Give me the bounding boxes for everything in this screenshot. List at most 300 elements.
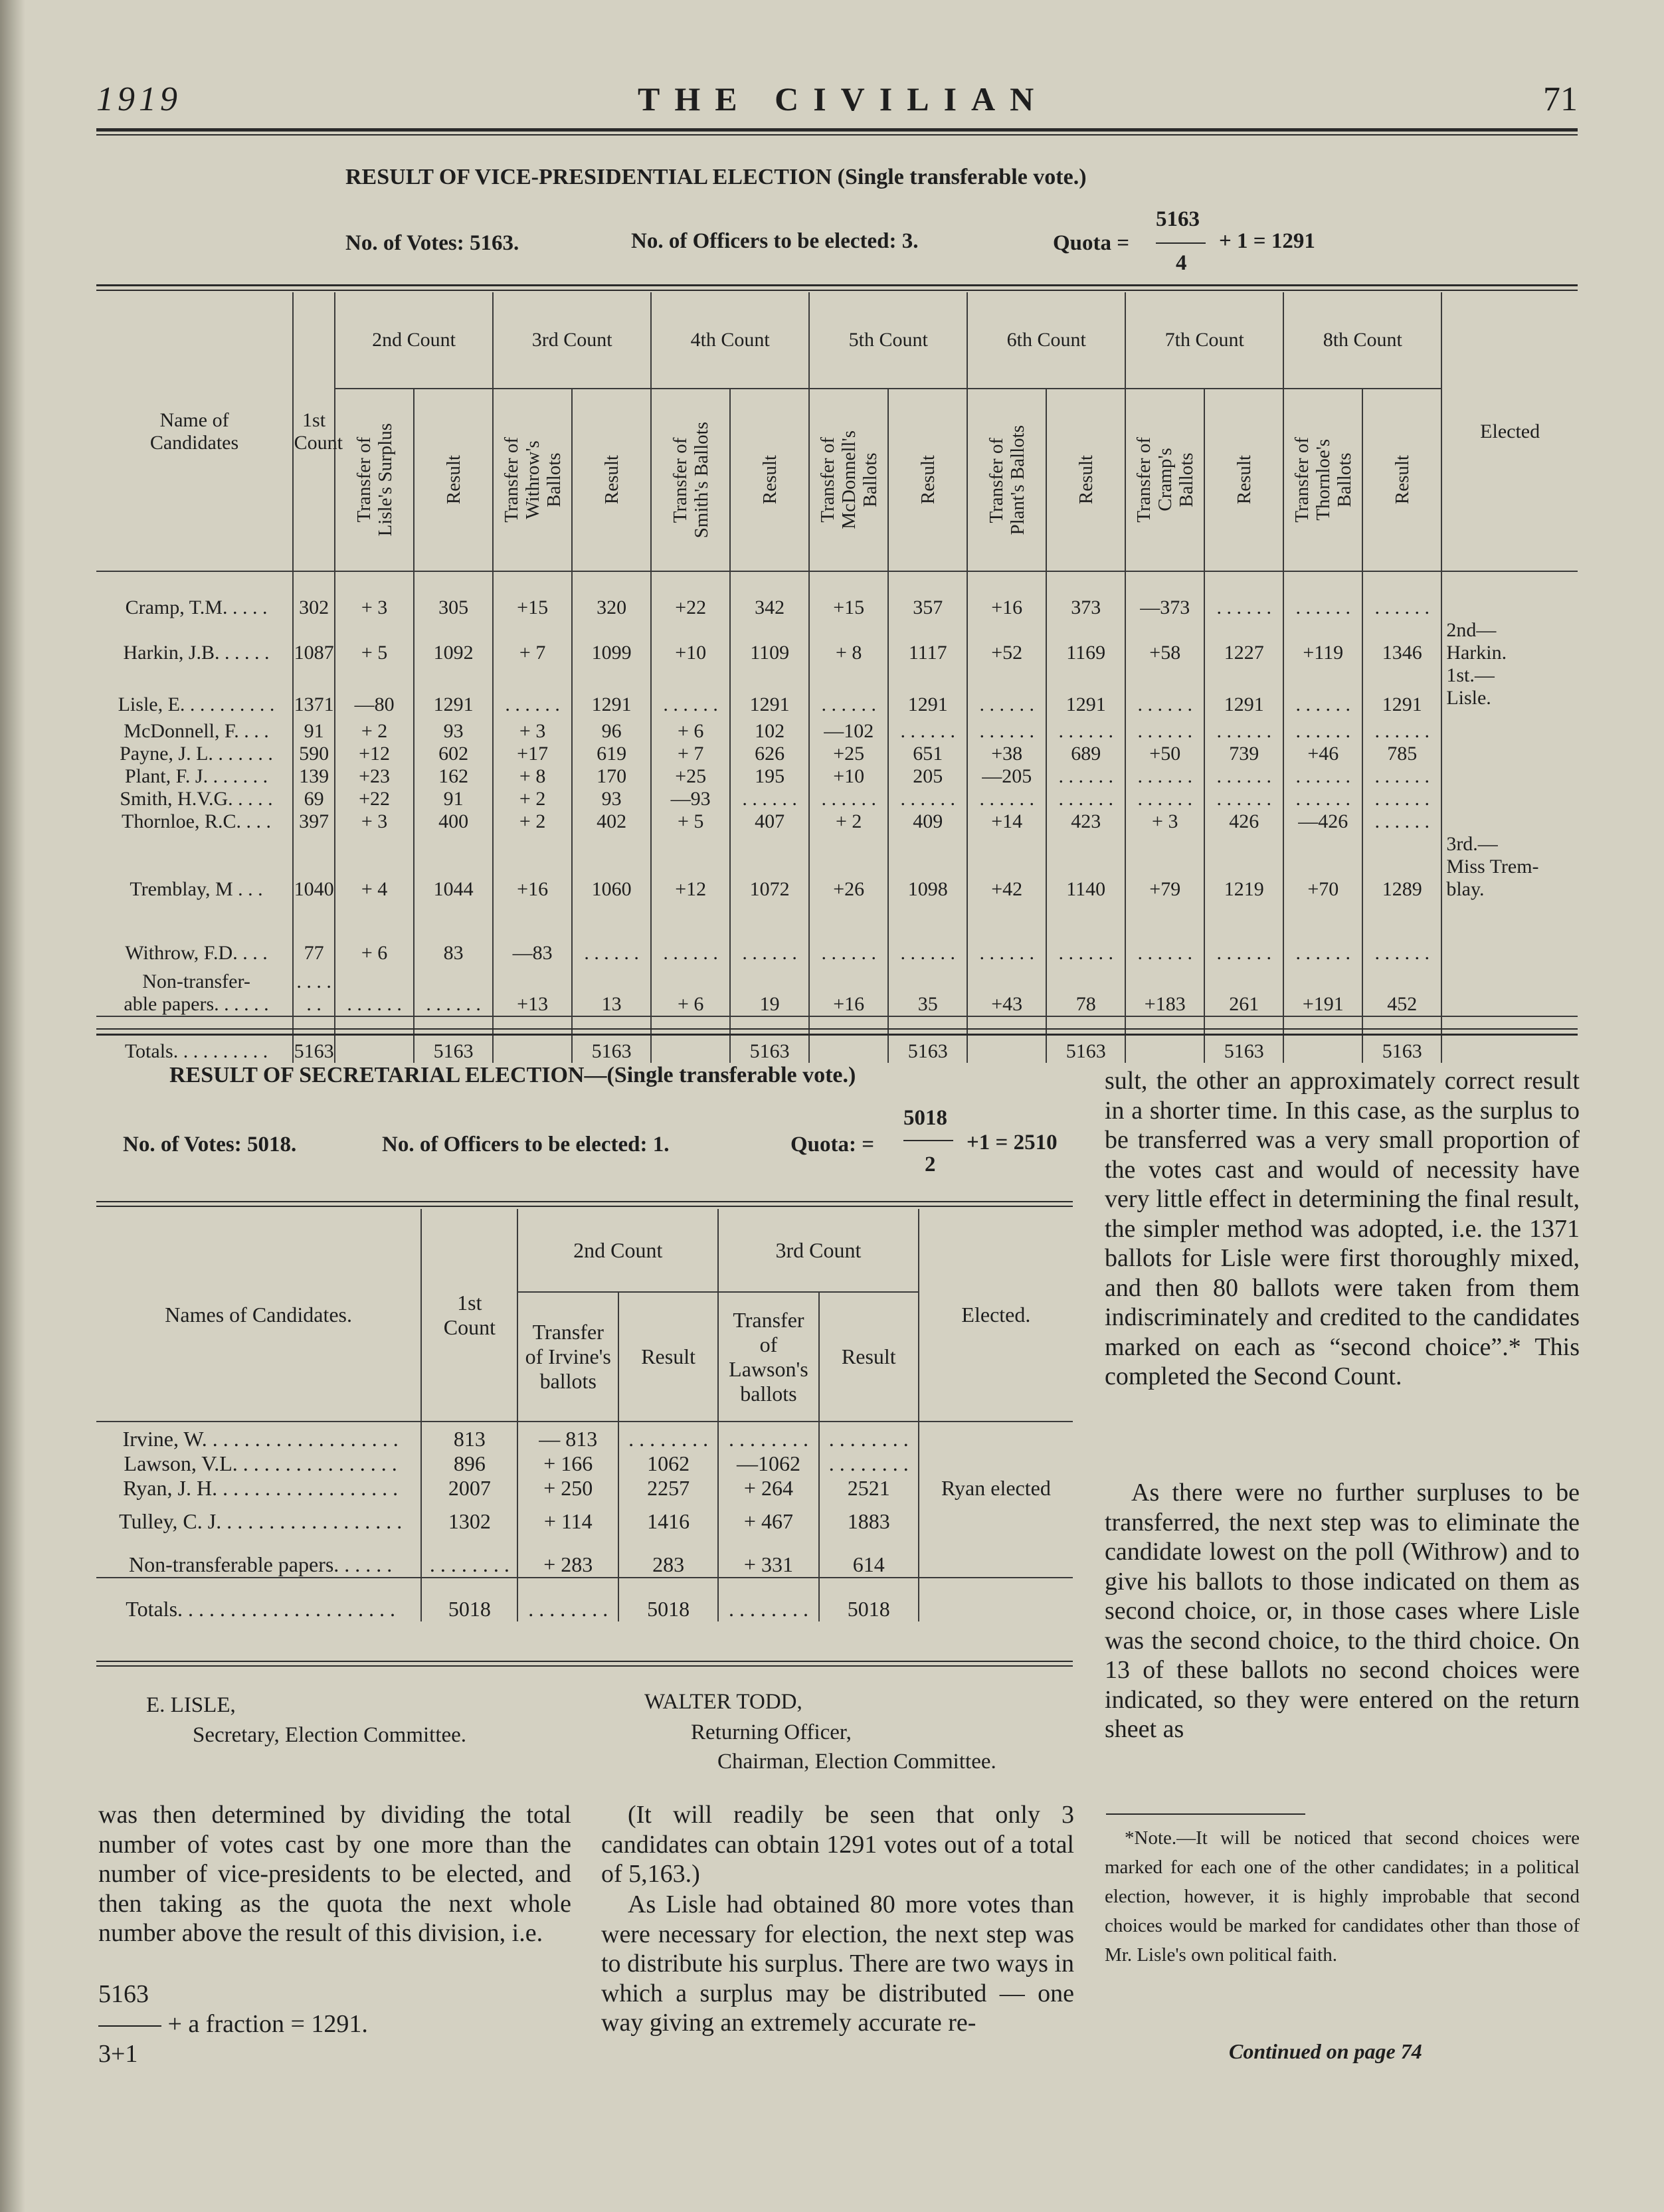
vp-cell: . . . . . . [572,901,651,965]
vp-candidate-name: Withrow, F.D. . . . [96,901,293,965]
vp-cell: +183 [1125,965,1204,1016]
vp-cell: + 2 [493,788,572,810]
vp-cell [967,1016,1046,1063]
vp-table-row [96,1016,1578,1063]
sec-cell: — 813 [517,1422,618,1451]
vp-cell: + 3 [335,810,414,833]
vp-cell: 1099 [572,619,651,664]
body-column-2-para-1: (It will readily be seen that only 3 candidates can obtain 1291 votes out of a total of 5,163.) [601,1801,1074,1888]
sec-table-row [96,1534,1073,1578]
vp-cell: +22 [335,788,414,810]
vp-cell: 1291 [888,664,967,716]
vp-quota-numerator: 5163 [1156,207,1200,231]
sec-quota-bar [903,1140,953,1141]
vp-cell: . . . . . . [809,788,888,810]
vp-cell: +191 [1283,965,1362,1016]
sec-elected-note [919,1534,1073,1578]
vp-head-elected: Elected [1480,420,1540,442]
body-column-2-para-2: As Lisle had obtained 80 more votes than were necessary for election, the next step was to distribute his surplus. There are two ways in which a surplus may be distributed — one way giving an extremely accurate re- [601,1890,1074,2037]
vp-cell: . . . . . . [888,788,967,810]
sec-cell: . . . . . . . . [421,1534,517,1578]
sec-cell: . . . . . . . . [517,1578,618,1621]
vp-cell: . . . . . . [730,901,809,965]
vp-votes: No. of Votes: 5163. [345,231,519,255]
sec-candidate-name: Irvine, W. . . . . . . . . . . . . . . . . . . [96,1422,421,1451]
sec-head-first-count: 1st Count [421,1209,517,1422]
vp-cell: + 5 [335,619,414,664]
footnote: *Note.—It will be noticed that second choices were marked for each one of the other candidates; in a political election, however, it is highly improbable that second choices would be marked for candidates other than those of Mr. Lisle's own political faith. [1105,1827,1580,1966]
vp-head-transfer: Transfer of Plant's Ballots [967,389,1046,571]
sec-head-transfer-lawson: Transfer of Lawson's ballots [718,1292,819,1422]
sec-head-transfer-irvine: Transfer of Irvine's ballots [517,1292,618,1422]
sec-head-result: Result [618,1292,718,1422]
vp-cell: 1092 [414,619,493,664]
vp-cell: . . . . . . [967,716,1046,743]
vp-cell: . . . . . . [1125,765,1204,788]
vp-cell: 423 [1046,810,1125,833]
sec-cell: . . . . . . . . [718,1578,819,1621]
sig-left-name: E. LISLE, [146,1693,236,1717]
vp-cell: +79 [1125,833,1204,901]
footnote-rule [1106,1813,1305,1815]
vp-cell: 1291 [414,664,493,716]
sec-quota-denominator: 2 [925,1152,936,1176]
vp-cell: +10 [809,765,888,788]
vp-cell: 1040 [293,833,335,901]
vp-cell: 689 [1046,743,1125,765]
vp-cell: 357 [888,571,967,619]
vp-table-row [96,810,1578,833]
vp-cell: —93 [651,788,730,810]
vp-table-top-rule [96,284,1578,286]
vp-head-result: Result [414,389,493,571]
vp-head-transfer: Transfer of Thornloe's Ballots [1283,389,1362,571]
vp-cell: 91 [414,788,493,810]
vp-cell: . . . . . . [1283,901,1362,965]
sec-quota-tail: +1 = 2510 [967,1131,1058,1154]
vp-elected-note: 1st.— Lisle. [1446,664,1495,709]
vp-table-row [96,833,1578,901]
vp-cell: 1289 [1362,833,1441,901]
vp-cell: . . . . . . [1125,788,1204,810]
vp-table-row [96,716,1578,743]
sec-candidate-name: Tulley, C. J. . . . . . . . . . . . . . . . . . [96,1501,421,1534]
vp-table-top-rule-thin [96,290,1578,291]
sec-head-result: Result [819,1292,919,1422]
vp-cell: . . . . . . [1046,765,1125,788]
sec-candidate-name: Totals. . . . . . . . . . . . . . . . . . . . . [96,1578,421,1621]
vp-cell: 170 [572,765,651,788]
sec-cell: 5018 [618,1578,718,1621]
sec-votes: No. of Votes: 5018. [123,1133,297,1156]
vp-head-transfer: Transfer of Smith's Ballots [651,389,730,571]
vp-cell: 5163 [1204,1016,1283,1063]
vp-candidate-name: Cramp, T.M. . . . . [96,571,293,619]
vp-cell: 69 [293,788,335,810]
sec-cell: 2257 [618,1476,718,1501]
sec-cell: + 264 [718,1476,819,1501]
vp-cell: 739 [1204,743,1283,765]
sec-quota-numerator: 5018 [903,1106,947,1130]
sec-table-row [96,1422,1073,1451]
vp-cell: +119 [1283,619,1362,664]
vp-cell: . . . . . . [1204,901,1283,965]
vp-elected-note [1441,765,1578,788]
sec-candidate-name: Lawson, V.L. . . . . . . . . . . . . . . . [96,1451,421,1476]
vp-cell: . . . . . . [414,965,493,1016]
vp-cell: . . . . . . [809,664,888,716]
vp-quota-label: Quota = [1053,231,1130,255]
body-column-3-para-1: sult, the other an approximately correct result in a shorter time. In this case, as the surplus to be transferred was a very small proportion of the votes cast and would of necessity have very little effect in determining the final result, the simpler method was adopted, i.e. the 1371 ballots for Lisle were first thoroughly mixed, and then 80 ballots were taken from them indiscriminately and credited to the candidates marked on each as “second choice”.* This completed the Second Count. [1105,1067,1580,1390]
vp-candidate-name: Tremblay, M . . . [96,833,293,901]
sec-cell: + 250 [517,1476,618,1501]
body-col1-fraction-num: 5163 [98,1980,149,2008]
vp-cell: 5163 [293,1016,335,1063]
vp-officers: No. of Officers to be elected: 3. [631,229,919,253]
vp-cell: +14 [967,810,1046,833]
vp-cell: . . . . . . [1046,788,1125,810]
sec-cell: 283 [618,1534,718,1578]
sig-right-name: WALTER TODD, [644,1690,802,1714]
sec-cell: 5018 [819,1578,919,1621]
vp-cell: 102 [730,716,809,743]
sec-cell: 614 [819,1534,919,1578]
vp-cell: 342 [730,571,809,619]
vp-cell: 1109 [730,619,809,664]
vp-head-result: Result [1046,389,1125,571]
vp-cell: . . . . . . [1283,716,1362,743]
sec-officers: No. of Officers to be elected: 1. [382,1133,670,1156]
header-year: 1919 [96,80,181,118]
vp-cell: 305 [414,571,493,619]
vp-elected-note [1441,788,1578,810]
vp-results-table [96,292,1578,1063]
vp-cell: 96 [572,716,651,743]
vp-candidate-name: Plant, F. J. . . . . . . [96,765,293,788]
sec-cell: 813 [421,1422,517,1451]
vp-cell: 77 [293,901,335,965]
vp-cell: +12 [335,743,414,765]
sec-elected-note [919,1422,1073,1451]
vp-cell: . . . . . . [1125,716,1204,743]
sec-cell: 1416 [618,1501,718,1534]
vp-cell: 13 [572,965,651,1016]
vp-cell: 1371 [293,664,335,716]
vp-cell: 409 [888,810,967,833]
vp-cell: +16 [967,571,1046,619]
vp-cell: . . . . . . [1283,788,1362,810]
vp-cell: 139 [293,765,335,788]
sec-candidate-name: Non-transferable papers. . . . . . [96,1534,421,1578]
vp-elected-note: 3rd.— Miss Trem- blay. [1446,833,1539,900]
sec-cell: 896 [421,1451,517,1476]
vp-cell: 1219 [1204,833,1283,901]
vp-head-count: 6th Count [967,292,1125,389]
vp-cell: +16 [809,965,888,1016]
vp-cell [809,1016,888,1063]
vp-cell: —426 [1283,810,1362,833]
sec-results-table [96,1209,1073,1621]
vp-cell: 400 [414,810,493,833]
sec-table-row [96,1501,1073,1534]
vp-table-row [96,664,1578,716]
vp-cell: +12 [651,833,730,901]
vp-cell: . . . . . . [1362,716,1441,743]
vp-elected-note [1441,1016,1578,1063]
vp-head-transfer: Transfer of Cramp's Ballots [1125,389,1204,571]
vp-cell: +15 [493,571,572,619]
sec-cell: . . . . . . . . [618,1422,718,1451]
vp-cell: + 2 [493,810,572,833]
vp-head-result: Result [572,389,651,571]
vp-table-bottom-rule [96,1028,1578,1030]
vp-caption: RESULT OF VICE-PRESIDENTIAL ELECTION (Single transferable vote.) [345,165,1087,189]
vp-cell: +70 [1283,833,1362,901]
vp-cell: —205 [967,765,1046,788]
vp-cell: —80 [335,664,414,716]
vp-table-bottom-rule-thick [96,1034,1578,1036]
vp-elected-note [1441,716,1578,743]
vp-head-count: 2nd Count [335,292,493,389]
vp-cell: . . . . . . [967,664,1046,716]
vp-cell: +25 [651,765,730,788]
vp-cell: —373 [1125,571,1204,619]
vp-cell: 1140 [1046,833,1125,901]
vp-cell: 402 [572,810,651,833]
vp-cell: 1169 [1046,619,1125,664]
vp-head-result: Result [730,389,809,571]
vp-cell: +58 [1125,619,1204,664]
sec-candidate-name: Ryan, J. H. . . . . . . . . . . . . . . . . . [96,1476,421,1501]
vp-cell: +23 [335,765,414,788]
header-rule-thin [96,134,1578,136]
sec-elected-note [919,1578,1073,1621]
vp-cell: . . . . . . [730,788,809,810]
vp-head-count: 3rd Count [493,292,651,389]
header-page-number: 71 [1543,80,1578,118]
vp-cell: + 2 [335,716,414,743]
sec-elected-note [919,1451,1073,1476]
vp-cell: +25 [809,743,888,765]
vp-cell: 1291 [1046,664,1125,716]
vp-cell: 5163 [1046,1016,1125,1063]
vp-cell: 426 [1204,810,1283,833]
vp-cell: . . . . . . [967,901,1046,965]
vp-cell: 5163 [730,1016,809,1063]
vp-cell: + 6 [335,901,414,965]
vp-cell: + 7 [493,619,572,664]
sig-right-title-2: Chairman, Election Committee. [717,1750,996,1774]
sec-table-row [96,1476,1073,1501]
vp-elected-note [1441,743,1578,765]
vp-cell: . . . . . . [1204,571,1283,619]
vp-candidate-name: Non-transfer- able papers. . . . . . [96,965,293,1016]
vp-cell: . . . . . . [1125,664,1204,716]
vp-elected-note [1441,901,1578,965]
vp-cell: +10 [651,619,730,664]
vp-cell: + 3 [493,716,572,743]
sec-elected-note [919,1501,1073,1534]
vp-table-row [96,901,1578,965]
vp-cell: . . . . . . [888,716,967,743]
vp-cell: . . . . . . [1283,765,1362,788]
vp-cell: +17 [493,743,572,765]
sec-cell: + 283 [517,1534,618,1578]
vp-cell: 452 [1362,965,1441,1016]
vp-cell: 93 [572,788,651,810]
vp-cell: 83 [414,901,493,965]
vp-cell: + 6 [651,965,730,1016]
vp-cell: +22 [651,571,730,619]
vp-cell: 397 [293,810,335,833]
vp-head-result: Result [1204,389,1283,571]
vp-cell: —102 [809,716,888,743]
vp-quota-tail: + 1 = 1291 [1219,229,1315,253]
vp-cell: 19 [730,965,809,1016]
vp-cell: 35 [888,965,967,1016]
sec-head-count-3: 3rd Count [718,1209,919,1292]
vp-cell: 602 [414,743,493,765]
vp-cell: 93 [414,716,493,743]
vp-cell: . . . . . . [888,901,967,965]
vp-head-result: Result [1362,389,1441,571]
vp-cell: 302 [293,571,335,619]
sec-caption: RESULT OF SECRETARIAL ELECTION—(Single transferable vote.) [169,1063,856,1087]
sec-head-count-2: 2nd Count [517,1209,718,1292]
vp-cell: 205 [888,765,967,788]
vp-cell: 1087 [293,619,335,664]
vp-cell: 407 [730,810,809,833]
vp-cell: 1072 [730,833,809,901]
vp-table-row [96,619,1578,664]
vp-cell: +46 [1283,743,1362,765]
vp-cell [651,1016,730,1063]
vp-cell: . . . . . . [809,901,888,965]
sec-table-top-rule [96,1201,1073,1202]
sec-head-name: Names of Candidates. [96,1209,421,1422]
vp-cell: . . . . . . [1283,571,1362,619]
sec-cell: 1302 [421,1501,517,1534]
vp-elected-note [1441,571,1578,619]
vp-cell: . . . . . . [1362,901,1441,965]
vp-cell: . . . . . . [1046,901,1125,965]
sec-cell: . . . . . . . . [819,1422,919,1451]
vp-table-row [96,743,1578,765]
vp-head-transfer: Transfer of Lisle's Surplus [335,389,414,571]
vp-cell: . . . . . . [1125,901,1204,965]
vp-cell: +16 [493,833,572,901]
vp-cell: . . . . . . [1362,571,1441,619]
sec-cell: . . . . . . . . [819,1451,919,1476]
sec-cell: + 331 [718,1534,819,1578]
vp-cell: +42 [967,833,1046,901]
vp-cell: 320 [572,571,651,619]
vp-candidate-name: McDonnell, F. . . . [96,716,293,743]
vp-cell: —83 [493,901,572,965]
vp-head-count: 8th Count [1283,292,1441,389]
vp-cell: . . . . . . [335,965,414,1016]
sig-right-title-1: Returning Officer, [691,1720,852,1744]
vp-cell: +50 [1125,743,1204,765]
body-column-3-para-2: As there were no further surpluses to be transferred, the next step was to eliminate the candidate lowest on the poll (Withrow) and to give his ballots to those indicated on them as second choice, or, in those cases where Lisle was the second choice, to the third choice. On 13 of these ballots no second choices were indicated, so they were entered on the return sheet as [1105,1479,1580,1743]
vp-cell: 1291 [730,664,809,716]
vp-cell: 1044 [414,833,493,901]
vp-cell: 1098 [888,833,967,901]
sec-quota-label: Quota: = [790,1133,875,1156]
sec-cell: . . . . . . . . [718,1422,819,1451]
vp-cell: +38 [967,743,1046,765]
vp-cell: +52 [967,619,1046,664]
vp-cell: + 3 [335,571,414,619]
vp-cell: 1291 [572,664,651,716]
vp-cell: + 8 [809,619,888,664]
vp-cell: +15 [809,571,888,619]
sig-left-title: Secretary, Election Committee. [193,1723,467,1747]
vp-cell: 619 [572,743,651,765]
sec-elected-note: Ryan elected [941,1476,1051,1500]
body-col1-fraction-tail: + a fraction = 1291. [98,2009,571,2039]
vp-candidate-name: Harkin, J.B. . . . . . [96,619,293,664]
vp-table-row [96,765,1578,788]
vp-cell: + 4 [335,833,414,901]
vp-quota-bar [1156,242,1206,244]
vp-cell: 626 [730,743,809,765]
sec-table-row [96,1451,1073,1476]
vp-cell: . . . . . . [1204,765,1283,788]
vp-cell: . . . . . . [967,788,1046,810]
vp-head-name: Name of Candidates [96,292,293,571]
vp-elected-note [1441,810,1578,833]
sec-table-bottom-rule-thin [96,1665,1073,1667]
vp-cell: . . . . . . [1362,765,1441,788]
vp-head-transfer: Transfer of McDonnell's Ballots [809,389,888,571]
vp-cell: +26 [809,833,888,901]
vp-cell: 78 [1046,965,1125,1016]
vp-cell: + 8 [493,765,572,788]
sec-cell: 5018 [421,1578,517,1621]
sec-cell: 2521 [819,1476,919,1501]
vp-cell [493,1016,572,1063]
sec-cell: + 467 [718,1501,819,1534]
vp-cell: . . . . . . [1362,810,1441,833]
vp-cell: . . . . . . [1283,664,1362,716]
vp-cell: +13 [493,965,572,1016]
vp-candidate-name: Payne, J. L. . . . . . . [96,743,293,765]
vp-candidate-name: Totals. . . . . . . . . . [96,1016,293,1063]
vp-cell: . . . . . . [493,664,572,716]
vp-head-count: 7th Count [1125,292,1283,389]
vp-quota-denominator: 4 [1176,251,1187,275]
sec-cell: + 166 [517,1451,618,1476]
vp-cell: . . . . . . [293,965,335,1016]
vp-cell: 261 [1204,965,1283,1016]
vp-candidate-name: Smith, H.V.G. . . . . [96,788,293,810]
vp-cell: +43 [967,965,1046,1016]
sec-cell: + 114 [517,1501,618,1534]
vp-cell: 195 [730,765,809,788]
vp-head-result: Result [888,389,967,571]
vp-elected-note [1441,965,1578,1016]
body-column-1: was then determined by dividing the total number of votes cast by one more than the number of vice-presidents to be elected, and then taking as the quota the next whole number above the result of this division, i.e. [98,1801,571,1947]
vp-candidate-name: Lisle, E. . . . . . . . . . [96,664,293,716]
vp-cell: 1117 [888,619,967,664]
vp-cell: + 6 [651,716,730,743]
vp-cell: 1346 [1362,619,1441,664]
vp-head-count: 4th Count [651,292,809,389]
vp-cell: + 5 [651,810,730,833]
vp-head-first-count: 1st Count [293,292,335,571]
continued-note: Continued on page 74 [1229,2039,1422,2063]
